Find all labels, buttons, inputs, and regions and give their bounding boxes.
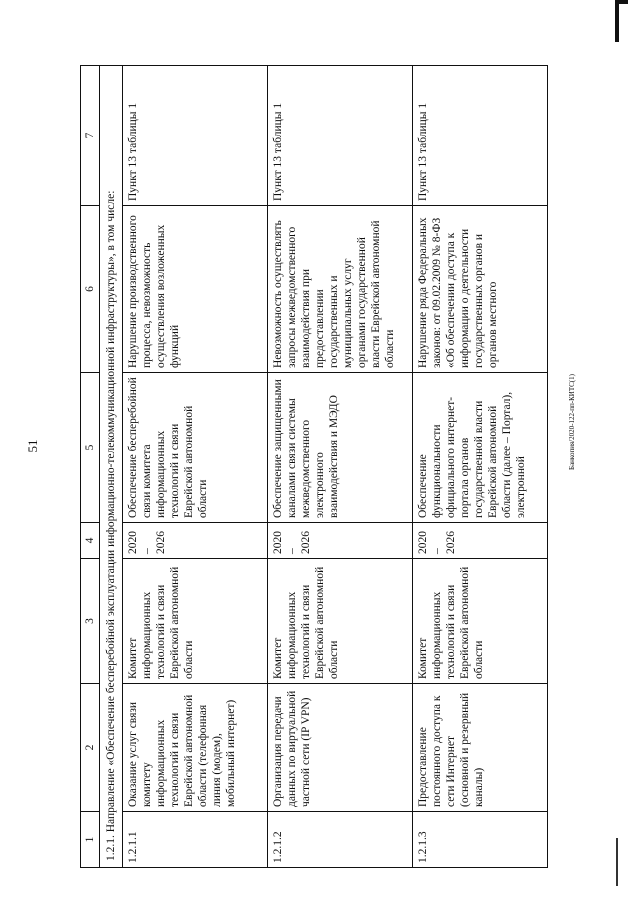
period: 2020 – 2026 — [268, 523, 413, 559]
column-header: 1 — [81, 812, 100, 868]
table-row — [123, 66, 268, 868]
header-row — [81, 66, 100, 868]
scan-edge-mark-corner — [616, 0, 628, 4]
column-header: 2 — [81, 684, 100, 812]
rotated-table-container — [80, 66, 568, 868]
document-footer-code: Банкопия/2020-122-пп-КИТС(1) — [568, 374, 576, 470]
row-number: 1.2.1.1 — [123, 812, 268, 868]
page-number: 51 — [25, 439, 40, 453]
expected-result: Обеспечение функциональности официального интернет-портала органов государственной власти Еврейской автономной области (далее – Портал), электронной — [413, 373, 548, 523]
column-header: 5 — [81, 373, 100, 523]
column-header: 7 — [81, 66, 100, 206]
activity-name: Оказание услуг связи комитету информационных технологий и связи Еврейской автономной области (телефонная линия (модем), мобильный интернет) — [123, 684, 268, 812]
column-header: 4 — [81, 523, 100, 559]
scan-edge-line — [616, 838, 618, 886]
expected-result: Обеспечение защищенными каналами связи системы межведомственного электронного взаимодействия и МЭДО — [268, 373, 413, 523]
indicator-link: Пункт 13 таблицы 1 — [413, 66, 548, 206]
column-header: 3 — [81, 559, 100, 684]
section-title: 1.2.1. Направление «Обеспечение бесперебойной эксплуатации информационно-телекоммуникационной инфраструктуры», в том числе: — [100, 66, 123, 868]
period: 2020 – 2026 — [123, 523, 268, 559]
column-header: 6 — [81, 206, 100, 373]
consequence: Нарушение производственного процесса, невозможность осуществления возложенных функций — [123, 206, 268, 373]
scan-edge-mark — [615, 0, 619, 42]
program-activities-table — [80, 65, 548, 868]
activity-name: Предоставление постоянного доступа к сети Интернет (основной и резервный каналы) — [413, 684, 548, 812]
executor: Комитет информационных технологий и связи Еврейской автономной области — [268, 559, 413, 684]
row-number: 1.2.1.3 — [413, 812, 548, 868]
consequence: Невозможность осуществлять запросы межведомственного взаимодействия при предоставлении государственных и муниципальных услуг органами государственной власти Еврейской автономной области — [268, 206, 413, 373]
row-number: 1.2.1.2 — [268, 812, 413, 868]
indicator-link: Пункт 13 таблицы 1 — [123, 66, 268, 206]
executor: Комитет информационных технологий и связи Еврейской автономной области — [123, 559, 268, 684]
expected-result: Обеспечение бесперебойной связи комитета информационных технологий и связи Еврейской автономной области — [123, 373, 268, 523]
table-row — [413, 66, 548, 868]
executor: Комитет информационных технологий и связи Еврейской автономной области — [413, 559, 548, 684]
section-row — [100, 66, 123, 868]
activity-name: Организация передачи данных по виртуальной частной сети (IP VPN) — [268, 684, 413, 812]
table-row — [268, 66, 413, 868]
indicator-link: Пункт 13 таблицы 1 — [268, 66, 413, 206]
period: 2020 – 2026 — [413, 523, 548, 559]
consequence: Нарушение ряда Федеральных законов: от 09.02.2009 № 8-ФЗ «Об обеспечении доступа к информации о деятельности государственных органов и органов местного — [413, 206, 548, 373]
table-frame — [80, 66, 568, 868]
